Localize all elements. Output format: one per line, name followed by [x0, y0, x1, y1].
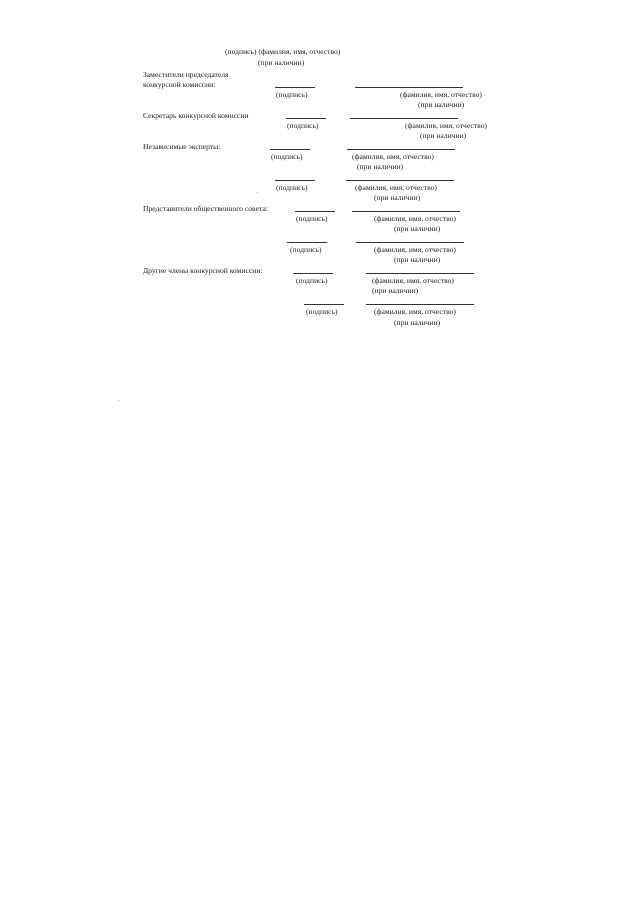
name-caption: (фамилия, имя, отчество)	[400, 90, 482, 99]
signature-line	[275, 180, 315, 181]
top-caption: (подпись) (фамилия, имя, отчество)	[225, 47, 341, 56]
name-caption-sub: (при наличии)	[394, 255, 441, 264]
name-caption-sub: (при наличии)	[420, 131, 467, 140]
name-line	[352, 211, 460, 212]
secretary-label: Секретарь конкурсной комиссии	[143, 111, 249, 120]
signature-caption: (подпись)	[296, 276, 328, 285]
signature-caption: (подпись)	[287, 121, 319, 130]
scan-speck	[118, 400, 119, 401]
name-caption-sub: (при наличии)	[372, 286, 419, 295]
name-line	[350, 118, 458, 119]
name-line	[366, 304, 474, 305]
name-caption: (фамилия, имя, отчество)	[405, 121, 487, 130]
name-caption: (фамилия, имя, отчество)	[374, 245, 456, 254]
name-caption: (фамилия, имя, отчество)	[372, 276, 454, 285]
signature-caption: (подпись)	[276, 90, 308, 99]
signature-line	[286, 118, 326, 119]
signature-line	[295, 211, 335, 212]
signature-caption: (подпись)	[276, 183, 308, 192]
name-caption-sub: (при наличии)	[418, 100, 465, 109]
signature-caption: (подпись)	[306, 307, 338, 316]
signature-line	[304, 304, 344, 305]
name-caption-sub: (при наличии)	[394, 224, 441, 233]
signature-line	[287, 242, 327, 243]
public-council-label: Представители общественного совета:	[143, 204, 268, 213]
experts-label: Независимые эксперты:	[143, 142, 221, 151]
name-line	[366, 273, 474, 274]
signature-line	[270, 149, 310, 150]
name-line	[356, 242, 464, 243]
signature-caption: (подпись)	[271, 152, 303, 161]
name-line	[346, 180, 454, 181]
name-caption: (фамилия, имя, отчество)	[355, 183, 437, 192]
name-caption: (фамилия, имя, отчество)	[374, 307, 456, 316]
name-caption: (фамилия, имя, отчество)	[374, 214, 456, 223]
signature-caption: (подпись)	[296, 214, 328, 223]
name-caption-sub: (при наличии)	[357, 162, 404, 171]
name-line	[347, 149, 455, 150]
deputies-label-line1: Заместители председателя	[143, 70, 229, 79]
name-caption: (фамилия, имя, отчество)	[352, 152, 434, 161]
signature-caption: (подпись)	[290, 245, 322, 254]
signature-line	[275, 87, 315, 88]
scan-speck	[257, 192, 258, 193]
signature-line	[293, 273, 333, 274]
name-caption-sub: (при наличии)	[394, 318, 441, 327]
name-line	[355, 87, 463, 88]
top-caption-sub: (при наличии)	[258, 58, 305, 67]
deputies-label-line2: конкурсной комиссии:	[143, 80, 216, 89]
other-members-label: Другие члены конкурсной комиссии:	[143, 266, 263, 275]
name-caption-sub: (при наличии)	[374, 193, 421, 202]
